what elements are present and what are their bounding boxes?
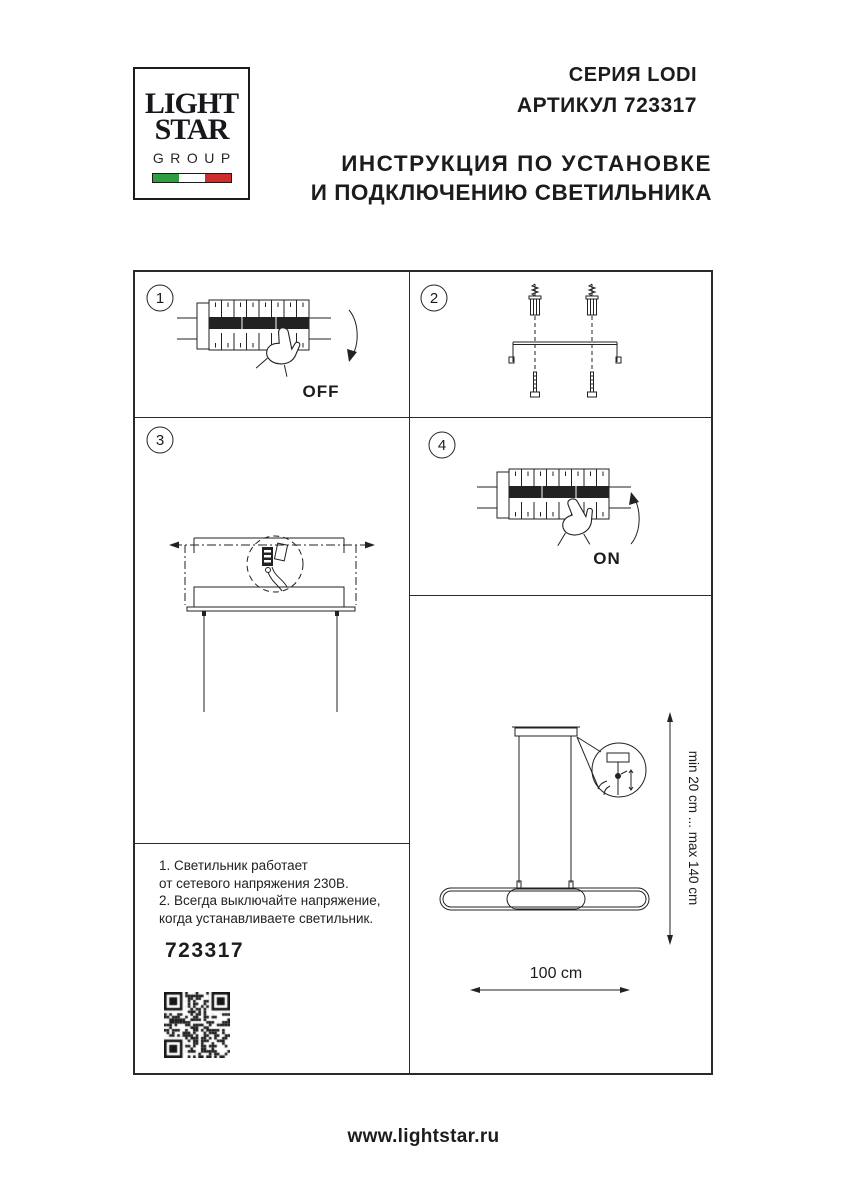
rotate-up-arrow-icon xyxy=(629,492,639,544)
logo-word-group: GROUP xyxy=(152,150,237,166)
logo-word-star: STAR xyxy=(154,113,229,146)
step-number: 4 xyxy=(437,437,447,454)
canopy-box xyxy=(194,587,344,607)
article-number: 723317 xyxy=(165,939,245,962)
step-2-cell xyxy=(409,272,715,417)
flag-red-stripe xyxy=(205,174,231,182)
circuit-breaker-drawing xyxy=(177,300,331,350)
on-label: ON xyxy=(593,549,621,568)
pendant-lamp xyxy=(440,727,649,910)
step-2-illustration xyxy=(409,272,715,417)
cable-adjuster-balloon xyxy=(577,737,646,797)
canopy-plate xyxy=(187,607,355,611)
fingers xyxy=(598,781,610,795)
note-line: от сетевого напряжения 230В. xyxy=(159,875,349,891)
lamp-body-inner xyxy=(443,891,646,907)
logo-word-light: LIGHT xyxy=(144,87,239,120)
screw-icon xyxy=(588,372,597,397)
width-label: 100 cm xyxy=(529,965,583,982)
flag-green-stripe xyxy=(153,174,179,182)
canopy xyxy=(515,728,577,736)
width-dimension xyxy=(470,965,630,993)
wall-anchor-icon xyxy=(586,284,598,315)
pendant-lamp-drawing xyxy=(409,595,715,1077)
pointing-hand-icon xyxy=(553,497,596,548)
instruction-grid xyxy=(133,270,713,1075)
height-dimension xyxy=(667,712,701,945)
grid-divider-row1 xyxy=(135,417,711,418)
italian-flag-icon xyxy=(152,173,232,183)
breaker-black-band xyxy=(209,317,309,329)
grid-divider-vertical xyxy=(409,272,410,1073)
breaker-black-band xyxy=(509,486,609,498)
circuit-breaker-drawing xyxy=(477,469,631,519)
mounting-bracket-icon xyxy=(509,342,621,363)
screw-icon xyxy=(531,372,540,397)
footer-url: www.lightstar.ru xyxy=(347,1126,500,1147)
grid-divider-row2-left xyxy=(135,843,409,844)
note-line: 2. Всегда выключайте напряжение, xyxy=(159,893,381,908)
flag-white-stripe xyxy=(179,174,205,182)
document-header xyxy=(311,64,712,207)
step-number: 1 xyxy=(155,290,165,307)
off-label: OFF xyxy=(302,382,340,401)
article-label: АРТИКУЛ 723317 xyxy=(516,94,697,117)
lamp-center-module xyxy=(507,889,585,909)
lightstar-logo xyxy=(133,67,250,200)
qr-code xyxy=(164,992,230,1058)
step-1-cell xyxy=(135,272,409,417)
terminal-detail-balloon xyxy=(247,536,303,592)
suspension-cables xyxy=(204,616,337,712)
step-4-cell xyxy=(409,417,715,595)
instruction-title-line1: ИНСТРУКЦИЯ ПО УСТАНОВКЕ xyxy=(341,151,712,176)
wall-anchor-icon xyxy=(529,284,541,315)
step-number: 3 xyxy=(155,432,165,449)
pointing-hand-icon xyxy=(256,324,303,378)
step-1-illustration xyxy=(135,272,409,417)
step-4-illustration xyxy=(409,417,715,595)
suspension-cables xyxy=(519,736,571,883)
step-3-illustration xyxy=(135,417,409,843)
height-range-label: min 20 cm ... max 140 cm xyxy=(686,750,701,906)
note-line: когда устанавливаете светильник. xyxy=(159,910,374,926)
lamp-dimensions-cell xyxy=(409,595,715,1077)
series-label: СЕРИЯ LODI xyxy=(568,64,697,86)
rotate-down-arrow-icon xyxy=(347,310,357,362)
note-line: 1. Светильник работает xyxy=(159,858,308,873)
notes-cell xyxy=(135,843,409,1077)
instruction-title-line2: И ПОДКЛЮЧЕНИЮ СВЕТИЛЬНИКА xyxy=(310,180,712,205)
safety-notes xyxy=(159,857,380,927)
adjust-arrow-icon xyxy=(629,770,633,790)
step-number: 2 xyxy=(429,290,439,307)
step-3-cell xyxy=(135,417,409,843)
grid-divider-row2-right xyxy=(409,595,711,596)
